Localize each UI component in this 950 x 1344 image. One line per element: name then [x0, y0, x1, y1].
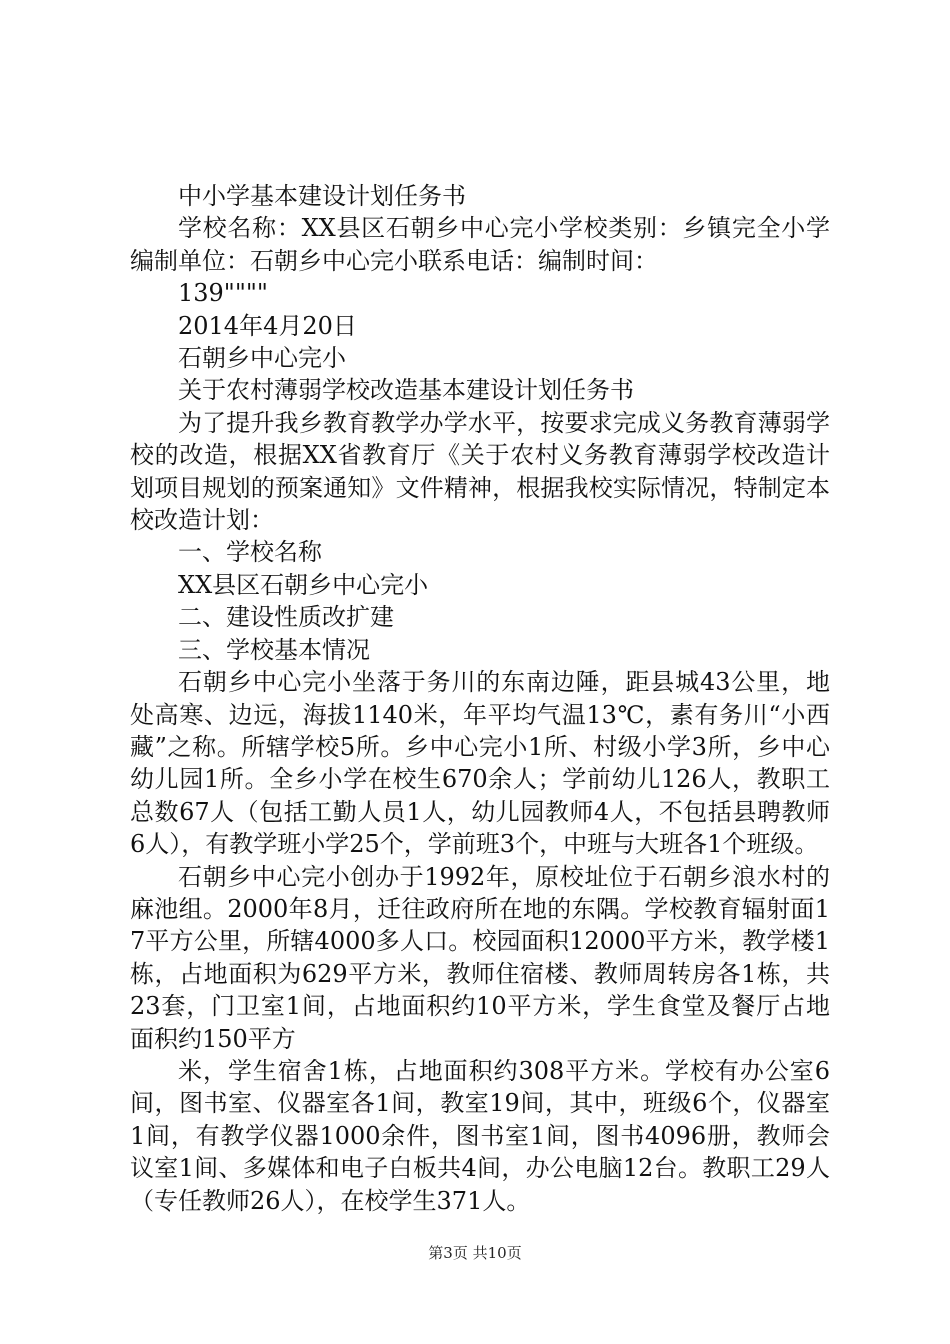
- school-name-value: XX县区石朝乡中心完小: [178, 570, 429, 599]
- document-body: [130, 180, 830, 1217]
- facilities-paragraph: 米，学生宿舍1栋，占地面积约308平方米。学校有办公室6间，图书室、仪器室各1间，教室19间，其中，班级6个，仪器室1间，有教学仪器1000余件，图书室1间，图书4096册，教师会议室1间、多媒体和电子白板共4间，办公电脑12台。教职工29人（专任教师26人），在校学生371人。: [130, 1056, 830, 1215]
- doc-title: 中小学基本建设计划任务书: [178, 182, 466, 210]
- school-info-paragraph: 学校名称：XX县区石朝乡中心完小学校类别：乡镇完全小学编制单位：石朝乡中心完小联系电话：编制时间：: [130, 214, 830, 275]
- heading-construction-type: 二、建设性质改扩建: [178, 603, 394, 632]
- heading-basic-info: 三、学校基本情况: [178, 635, 370, 664]
- history-paragraph: 石朝乡中心完小创办于1992年，原校址位于石朝乡浪水村的麻池组。2000年8月，迁往政府所在地的东隅。学校教育辐射面17平方公里，所辖4000多人口。校园面积12000平方米，教学楼1栋，占地面积为629平方米，教师住宿楼、教师周转房各1栋，共23套，门卫室1间，占地面积约10平方米，学生食堂及餐厅占地面积约150平方: [130, 862, 830, 1053]
- compile-date: 2014年4月20日: [178, 311, 357, 340]
- school-name-line: 石朝乡中心完小: [178, 344, 346, 373]
- phone-number: 139"""": [178, 279, 268, 308]
- section-title: 关于农村薄弱学校改造基本建设计划任务书: [178, 376, 634, 405]
- basic-info-paragraph: 石朝乡中心完小坐落于务川的东南边陲，距县城43公里，地处高寒、边远，海拔1140米，年平均气温13℃，素有务川“小西藏”之称。所辖学校5所。乡中心完小1所、村级小学3所，乡中心幼儿园1所。全乡小学在校生670余人；学前幼儿126人，教职工总数67人（包括工勤人员1人，幼儿园教师4人，不包括县聘教师6人），有教学班小学25个，学前班3个，中班与大班各1个班级。: [130, 668, 830, 859]
- page-footer: 第3页 共10页: [428, 1244, 522, 1262]
- intro-paragraph: 为了提升我乡教育教学办学水平，按要求完成义务教育薄弱学校的改造，根据XX省教育厅《关于农村义务教育薄弱学校改造计划项目规划的预案通知》文件精神，根据我校实际情况，特制定本校改造计划：: [130, 408, 830, 535]
- heading-school-name: 一、学校名称: [178, 538, 322, 567]
